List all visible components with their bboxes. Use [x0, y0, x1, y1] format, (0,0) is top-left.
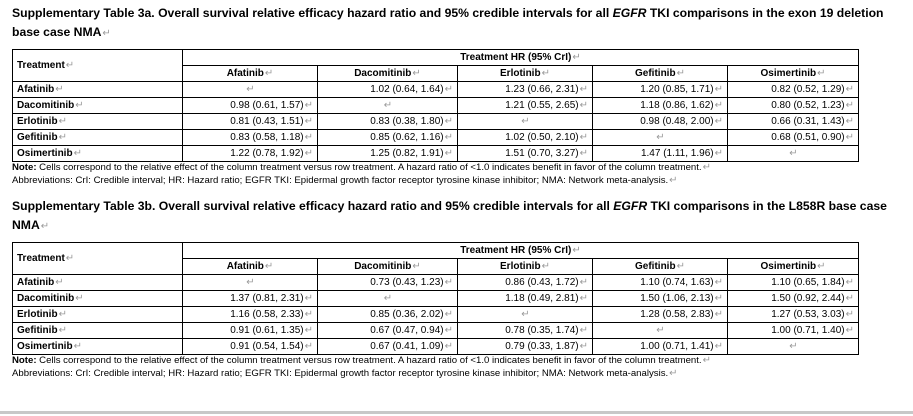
table-header-row: [13, 50, 859, 66]
table-cell: 0.80 (0.52, 1.23)↵: [728, 98, 859, 114]
paragraph-mark-icon: ↵: [102, 28, 111, 39]
table-cell: 1.18 (0.49, 2.81)↵: [458, 291, 593, 307]
table-cell: 0.91 (0.61, 1.35)↵: [183, 323, 318, 339]
column-header: Dacomitinib↵: [318, 259, 458, 275]
table-cell: 1.47 (1.11, 1.96)↵: [593, 146, 728, 162]
group-header: Treatment HR (95% CrI)↵: [183, 243, 859, 259]
caption-text: Supplementary Table 3b. Overall survival relative efficacy hazard ratio and 95% credible intervals for all: [12, 199, 614, 213]
table-cell: ↵: [728, 339, 859, 355]
row-header: Dacomitinib↵: [13, 98, 183, 114]
table-row: [13, 82, 859, 98]
treatment-header: Treatment↵: [13, 243, 183, 275]
table-cell: 0.83 (0.58, 1.18)↵: [183, 130, 318, 146]
table-cell: 1.27 (0.53, 3.03)↵: [728, 307, 859, 323]
caption-text: Supplementary Table 3a. Overall survival relative efficacy hazard ratio and 95% credible intervals for all: [12, 6, 613, 20]
table-cell: 1.02 (0.50, 2.10)↵: [458, 130, 593, 146]
table-3b-abbreviations: Abbreviations: CrI: Credible interval; HR: Hazard ratio; EGFR TKI: Epidermal growth factor receptor tyrosine kinase inhibitor; NMA: Network meta-analysis.↵: [12, 367, 678, 379]
table-cell: 0.91 (0.54, 1.54)↵: [183, 339, 318, 355]
table-3b-caption: [12, 197, 898, 236]
table-cell: 0.67 (0.41, 1.09)↵: [318, 339, 458, 355]
caption-emphasis: EGFR: [613, 199, 648, 213]
table-3a-caption: [12, 4, 898, 43]
table-cell: 1.00 (0.71, 1.40)↵: [728, 323, 859, 339]
table-cell: ↵: [318, 291, 458, 307]
table-cell: 0.86 (0.43, 1.72)↵: [458, 275, 593, 291]
table-cell: ↵: [458, 114, 593, 130]
caption-text: TKI comparisons in the L858R base case NMA: [12, 199, 887, 232]
table-cell: 1.16 (0.58, 2.33)↵: [183, 307, 318, 323]
column-header: Osimertinib↵: [728, 66, 859, 82]
table-cell: 1.20 (0.85, 1.71)↵: [593, 82, 728, 98]
table-cell: 1.50 (0.92, 2.44)↵: [728, 291, 859, 307]
table-row: [13, 146, 859, 162]
table-cell: ↵: [593, 130, 728, 146]
table-cell: 1.10 (0.74, 1.63)↵: [593, 275, 728, 291]
table-row: [13, 275, 859, 291]
table-3a: [12, 49, 859, 162]
row-header: Afatinib↵: [13, 275, 183, 291]
caption-text: TKI comparisons in the exon 19 deletion base case NMA: [12, 6, 884, 39]
table-cell: 1.02 (0.64, 1.64)↵: [318, 82, 458, 98]
row-header: Gefitinib↵: [13, 323, 183, 339]
row-header: Erlotinib↵: [13, 307, 183, 323]
table-cell: 1.23 (0.66, 2.31)↵: [458, 82, 593, 98]
row-header: Dacomitinib↵: [13, 291, 183, 307]
column-header: Gefitinib↵: [593, 259, 728, 275]
table-cell: 0.78 (0.35, 1.74)↵: [458, 323, 593, 339]
row-header: Gefitinib↵: [13, 130, 183, 146]
column-header: Afatinib↵: [183, 66, 318, 82]
table-cell: ↵: [728, 146, 859, 162]
document-page: [12, 4, 898, 380]
table-3b-note: Note: Cells correspond to the relative effect of the column treatment versus row treatment. A hazard ratio of <1.0 indicates benefit in favor of the column treatment.↵: [12, 355, 711, 366]
table-cell: 1.51 (0.70, 3.27)↵: [458, 146, 593, 162]
treatment-header: Treatment↵: [13, 50, 183, 82]
table-cell: ↵: [318, 98, 458, 114]
column-header: Osimertinib↵: [728, 259, 859, 275]
table-cell: 0.85 (0.62, 1.16)↵: [318, 130, 458, 146]
table-cell: 0.82 (0.52, 1.29)↵: [728, 82, 859, 98]
row-header: Osimertinib↵: [13, 146, 183, 162]
table-cell: 1.21 (0.55, 2.65)↵: [458, 98, 593, 114]
table-cell: 1.37 (0.81, 2.31)↵: [183, 291, 318, 307]
table-cell: 0.79 (0.33, 1.87)↵: [458, 339, 593, 355]
table-cell: ↵: [183, 275, 318, 291]
table-cell: 1.10 (0.65, 1.84)↵: [728, 275, 859, 291]
table-row: [13, 323, 859, 339]
caption-emphasis: EGFR: [612, 6, 647, 20]
page-bottom-border: [0, 411, 913, 414]
table-cell: 1.25 (0.82, 1.91)↵: [318, 146, 458, 162]
table-cell: ↵: [183, 82, 318, 98]
table-3b: [12, 242, 859, 355]
table-row: [13, 291, 859, 307]
table-cell: 0.98 (0.61, 1.57)↵: [183, 98, 318, 114]
table-cell: 0.66 (0.31, 1.43)↵: [728, 114, 859, 130]
table-cell: 0.81 (0.43, 1.51)↵: [183, 114, 318, 130]
table-3a-abbreviations: Abbreviations: CrI: Credible interval; HR: Hazard ratio; EGFR TKI: Epidermal growth factor receptor tyrosine kinase inhibitor; NMA: Network meta-analysis.↵: [12, 174, 678, 186]
row-header: Erlotinib↵: [13, 114, 183, 130]
table-cell: 0.83 (0.38, 1.80)↵: [318, 114, 458, 130]
paragraph-mark-icon: ↵: [40, 221, 50, 232]
table-cell: 1.28 (0.58, 2.83)↵: [593, 307, 728, 323]
column-header: Erlotinib↵: [458, 259, 593, 275]
table-cell: 1.22 (0.78, 1.92)↵: [183, 146, 318, 162]
column-header: Dacomitinib↵: [318, 66, 458, 82]
table-cell: 0.85 (0.36, 2.02)↵: [318, 307, 458, 323]
table-row: [13, 307, 859, 323]
column-header: Afatinib↵: [183, 259, 318, 275]
table-cell: 1.18 (0.86, 1.62)↵: [593, 98, 728, 114]
table-row: [13, 339, 859, 355]
table-cell: ↵: [593, 323, 728, 339]
table-cell: 0.68 (0.51, 0.90)↵: [728, 130, 859, 146]
table-cell: 1.50 (1.06, 2.13)↵: [593, 291, 728, 307]
column-header: Gefitinib↵: [593, 66, 728, 82]
row-header: Afatinib↵: [13, 82, 183, 98]
table-cell: 0.98 (0.48, 2.00)↵: [593, 114, 728, 130]
table-cell: 0.73 (0.43, 1.23)↵: [318, 275, 458, 291]
table-row: [13, 130, 859, 146]
table-cell: 1.00 (0.71, 1.41)↵: [593, 339, 728, 355]
table-row: [13, 114, 859, 130]
table-cell: ↵: [458, 307, 593, 323]
column-header: Erlotinib↵: [458, 66, 593, 82]
row-header: Osimertinib↵: [13, 339, 183, 355]
table-row: [13, 98, 859, 114]
table-header-row: [13, 243, 859, 259]
table-cell: 0.67 (0.47, 0.94)↵: [318, 323, 458, 339]
table-3a-note: Note: Cells correspond to the relative effect of the column treatment versus row treatment. A hazard ratio of <1.0 indicates benefit in favor of the column treatment.↵: [12, 162, 711, 173]
group-header: Treatment HR (95% CrI)↵: [183, 50, 859, 66]
